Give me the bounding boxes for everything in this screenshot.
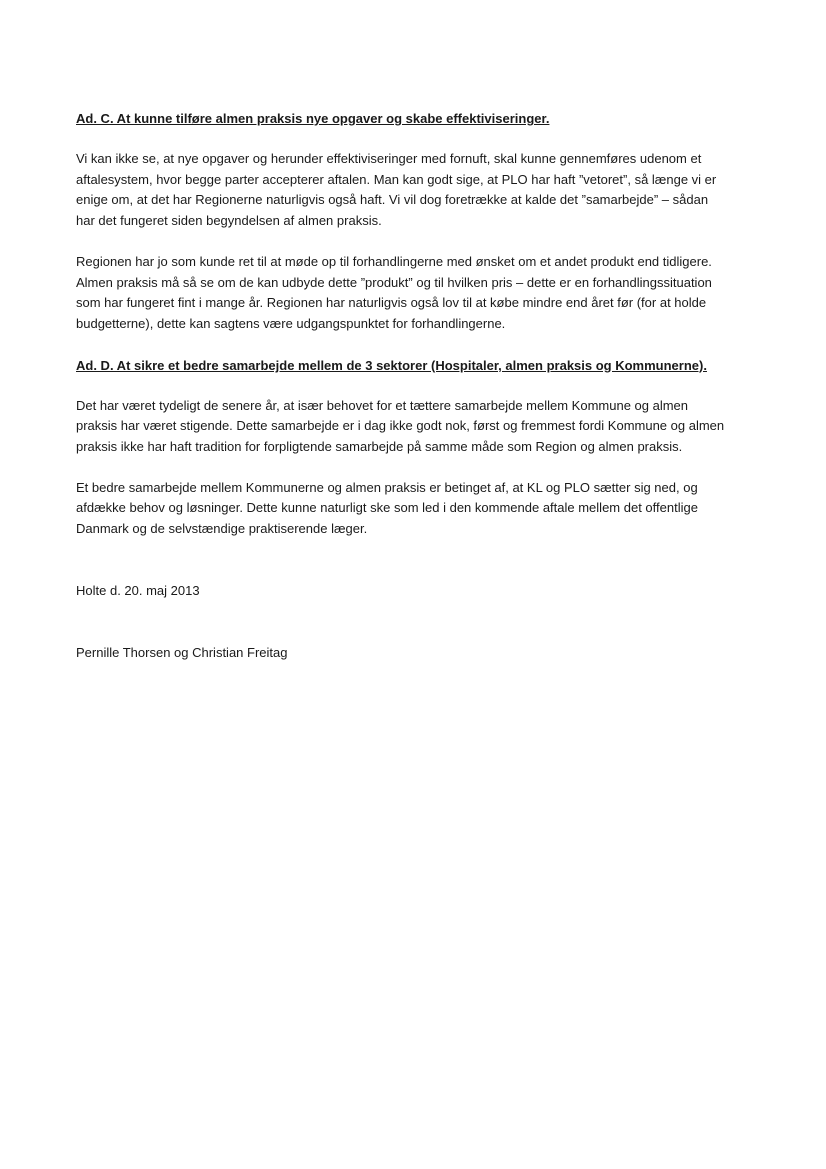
text-line: afdække behov og løsninger. Dette kunne naturligt ske som led i den kommende aftale mellem det offentlige bbox=[76, 500, 698, 516]
text-line: Det har været tydeligt de senere år, at især behovet for et tættere samarbejde mellem Kommune og almen bbox=[76, 397, 689, 413]
text-line: har det fungeret siden begyndelsen af almen praksis. bbox=[76, 213, 382, 229]
text-line: Danmark og de selvstændige praktiserende læger. bbox=[76, 521, 368, 537]
section-c-paragraph-1 bbox=[76, 149, 766, 232]
section-d-heading: Ad. D. At sikre et bedre samarbejde mellem de 3 sektorer (Hospitaler, almen praksis og Kommunerne). bbox=[76, 357, 707, 373]
signatures: Pernille Thorsen og Christian Freitag bbox=[76, 644, 288, 660]
text-line: praksis ikke har haft tradition for forpligtende samarbejde på samme måde som Region og almen praksis. bbox=[76, 439, 683, 455]
section-c-paragraph-2 bbox=[76, 252, 766, 335]
text-line: som har fungeret fint i mange år. Regionen har naturligvis også lov til at købe mindre end året før (for at holde bbox=[76, 295, 707, 311]
place-date: Holte d. 20. maj 2013 bbox=[76, 582, 200, 598]
text-line: enige om, at det har Regionerne naturligvis også haft. Vi vil dog foretrække at kalde det ”samarbejde” – sådan bbox=[76, 192, 709, 208]
document-page bbox=[76, 108, 766, 663]
section-c-heading: Ad. C. At kunne tilføre almen praksis nye opgaver og skabe effektiviseringer. bbox=[76, 111, 550, 126]
section-d-paragraph-2 bbox=[76, 478, 766, 540]
text-line: Regionen har jo som kunde ret til at møde op til forhandlingerne med ønsket om et andet produkt end tidligere. bbox=[76, 253, 712, 269]
text-line: Almen praksis må så se om de kan udbyde dette ”produkt” og til hvilken pris – dette er en forhandlingssituation bbox=[76, 274, 712, 290]
text-line: praksis har været stigende. Dette samarbejde er i dag ikke godt nok, først og fremmest fordi Kommune og almen bbox=[76, 418, 725, 434]
text-line: Et bedre samarbejde mellem Kommunerne og almen praksis er betinget af, at KL og PLO sætter sig ned, og bbox=[76, 479, 698, 495]
text-line: aftalesystem, hvor begge parter accepterer aftalen. Man kan godt sige, at PLO har haft ”vetoret”, så længe vi er bbox=[76, 171, 717, 187]
text-line: budgetterne), dette kan sagtens være udgangspunktet for forhandlingerne. bbox=[76, 315, 506, 331]
section-d-paragraph-1 bbox=[76, 396, 766, 458]
text-line: Vi kan ikke se, at nye opgaver og herunder effektiviseringer med fornuft, skal kunne gennemføres udenom et bbox=[76, 151, 702, 166]
